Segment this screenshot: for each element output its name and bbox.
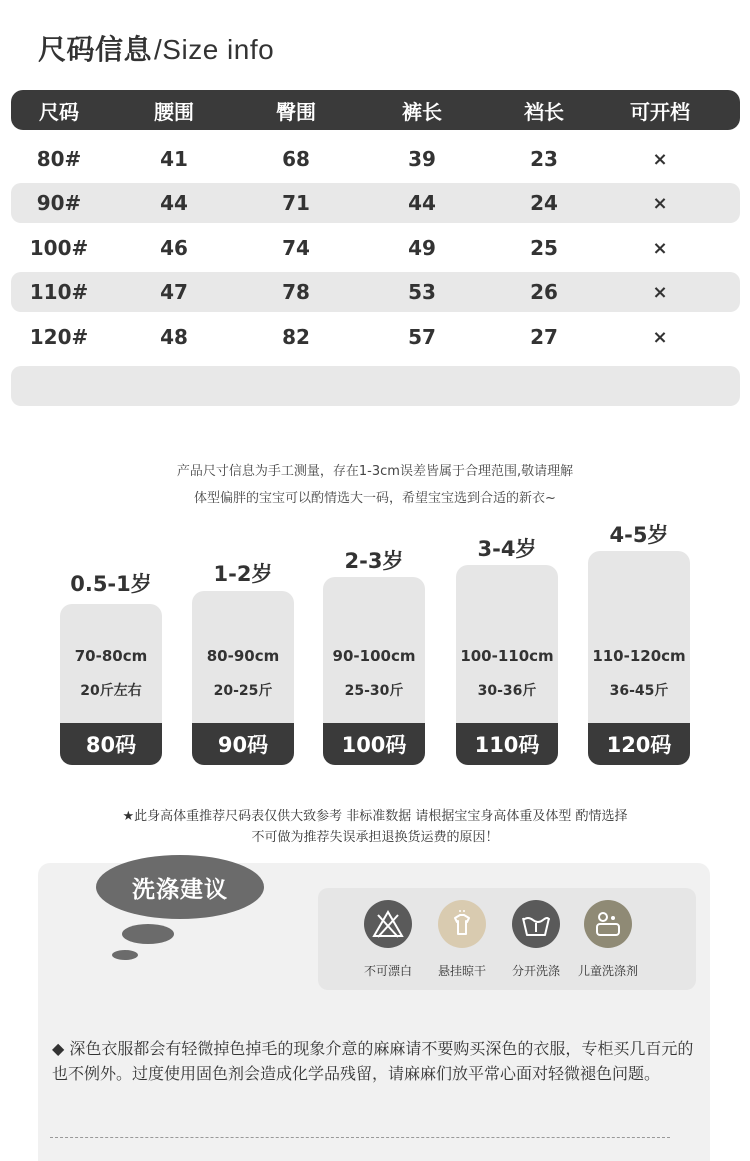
age-label: 3-4岁 xyxy=(477,537,537,561)
weight-range: 20斤左右 xyxy=(80,683,142,699)
table-row xyxy=(11,317,740,357)
care-heading: 洗涤建议 xyxy=(96,855,264,919)
cell-open-crotch: × xyxy=(652,281,668,303)
cell-open-crotch: × xyxy=(652,148,668,170)
cell-length: 57 xyxy=(408,325,436,349)
cell-open-crotch: × xyxy=(652,192,668,214)
recommended-size: 120码 xyxy=(588,723,690,765)
header-size: 尺码 xyxy=(39,99,79,124)
kids-detergent-icon xyxy=(584,900,632,948)
care-icons-box xyxy=(318,888,696,990)
cell-waist: 48 xyxy=(160,325,188,349)
header-waist: 腰围 xyxy=(154,99,194,124)
age-card xyxy=(323,545,425,765)
cell-rise: 25 xyxy=(530,236,558,260)
title-en: /Size info xyxy=(154,34,275,65)
cell-size: 110# xyxy=(29,280,89,304)
care-item xyxy=(568,900,648,979)
age-box xyxy=(456,565,558,765)
care-label: 不可漂白 xyxy=(363,964,412,978)
age-label: 0.5-1岁 xyxy=(70,572,152,596)
bubble-dot xyxy=(122,924,174,944)
cell-hip: 74 xyxy=(282,236,310,260)
cell-length: 53 xyxy=(408,280,436,304)
cell-rise: 24 xyxy=(530,191,558,215)
height-range: 70-80cm xyxy=(74,647,148,665)
recommended-size: 110码 xyxy=(456,723,558,765)
weight-range: 20-25斤 xyxy=(213,683,273,699)
cell-size: 90# xyxy=(36,191,82,215)
cell-waist: 47 xyxy=(160,280,188,304)
disclaimer-line1: ★此身高体重推荐尺码表仅供大致参考 非标准数据 请根据宝宝身高体重及体型 酌情选择 xyxy=(122,809,628,824)
page-title xyxy=(38,28,274,68)
care-label: 儿童洗涤剂 xyxy=(577,964,638,978)
cell-open-crotch: × xyxy=(652,237,668,259)
header-rise: 裆长 xyxy=(524,99,564,124)
age-box xyxy=(588,551,690,765)
cell-waist: 44 xyxy=(160,191,188,215)
cell-waist: 46 xyxy=(160,236,188,260)
age-card xyxy=(60,568,162,765)
cell-length: 49 xyxy=(408,236,436,260)
cell-length: 44 xyxy=(408,191,436,215)
cell-size: 80# xyxy=(36,147,82,171)
weight-range: 36-45斤 xyxy=(609,683,669,699)
recommended-size: 100码 xyxy=(323,723,425,765)
table-row xyxy=(11,272,740,312)
age-card xyxy=(456,533,558,765)
cell-hip: 82 xyxy=(282,325,310,349)
cell-waist: 41 xyxy=(160,147,188,171)
care-label: 分开洗涤 xyxy=(511,964,560,978)
age-label: 4-5岁 xyxy=(609,523,669,547)
cell-rise: 27 xyxy=(530,325,558,349)
wash-separately-icon xyxy=(512,900,560,948)
table-empty-row xyxy=(11,366,740,406)
height-range: 110-120cm xyxy=(592,647,686,665)
cell-hip: 68 xyxy=(282,147,310,171)
cell-size: 120# xyxy=(29,325,89,349)
no-bleach-icon xyxy=(364,900,412,948)
table-row xyxy=(11,139,740,179)
bubble-dot xyxy=(112,950,138,960)
recommended-size: 90码 xyxy=(192,723,294,765)
divider xyxy=(50,1137,670,1138)
height-range: 100-110cm xyxy=(460,647,554,665)
age-box xyxy=(60,604,162,765)
header-pants-length: 裤长 xyxy=(402,99,442,124)
care-item xyxy=(422,900,502,979)
cell-rise: 26 xyxy=(530,280,558,304)
recommended-size: 80码 xyxy=(60,723,162,765)
care-label: 悬挂晾干 xyxy=(437,964,486,978)
table-row xyxy=(11,228,740,268)
cell-size: 100# xyxy=(29,236,89,260)
disclaimer-line2: 不可做为推荐失误承担退换货运费的原因！ xyxy=(251,830,499,845)
height-range: 90-100cm xyxy=(332,647,416,665)
size-table-header xyxy=(11,90,740,130)
weight-range: 25-30斤 xyxy=(344,683,404,699)
header-open-crotch: 可开档 xyxy=(630,99,690,124)
care-item xyxy=(496,900,576,979)
table-row xyxy=(11,183,740,223)
title-cn: 尺码信息 xyxy=(38,33,153,66)
cell-length: 39 xyxy=(408,147,436,171)
care-notice: ◆ 深色衣服都会有轻微掉色掉毛的现象介意的麻麻请不要购买深色的衣服，专柜买几百元的也不例外。过度使用固色剂会造成化学品残留，请麻麻们放平常心面对轻微褪色问题。 xyxy=(52,1039,694,1083)
cell-hip: 78 xyxy=(282,280,310,304)
cell-open-crotch: × xyxy=(652,326,668,348)
measurement-note: 产品尺寸信息为手工测量，存在1-3cm误差皆属于合理范围,敬请理解 xyxy=(176,464,574,479)
care-item xyxy=(348,900,428,979)
size-up-note: 体型偏胖的宝宝可以酌情选大一码，希望宝宝选到合适的新衣~ xyxy=(194,491,556,506)
age-box xyxy=(192,591,294,765)
age-card xyxy=(588,519,690,765)
age-card xyxy=(192,558,294,765)
weight-range: 30-36斤 xyxy=(477,683,537,699)
age-box xyxy=(323,577,425,765)
cell-rise: 23 xyxy=(530,147,558,171)
age-label: 1-2岁 xyxy=(213,562,273,586)
age-label: 2-3岁 xyxy=(344,549,404,573)
cell-hip: 71 xyxy=(282,191,310,215)
height-range: 80-90cm xyxy=(206,647,280,665)
header-hip: 臀围 xyxy=(276,99,316,124)
hang-dry-icon xyxy=(438,900,486,948)
